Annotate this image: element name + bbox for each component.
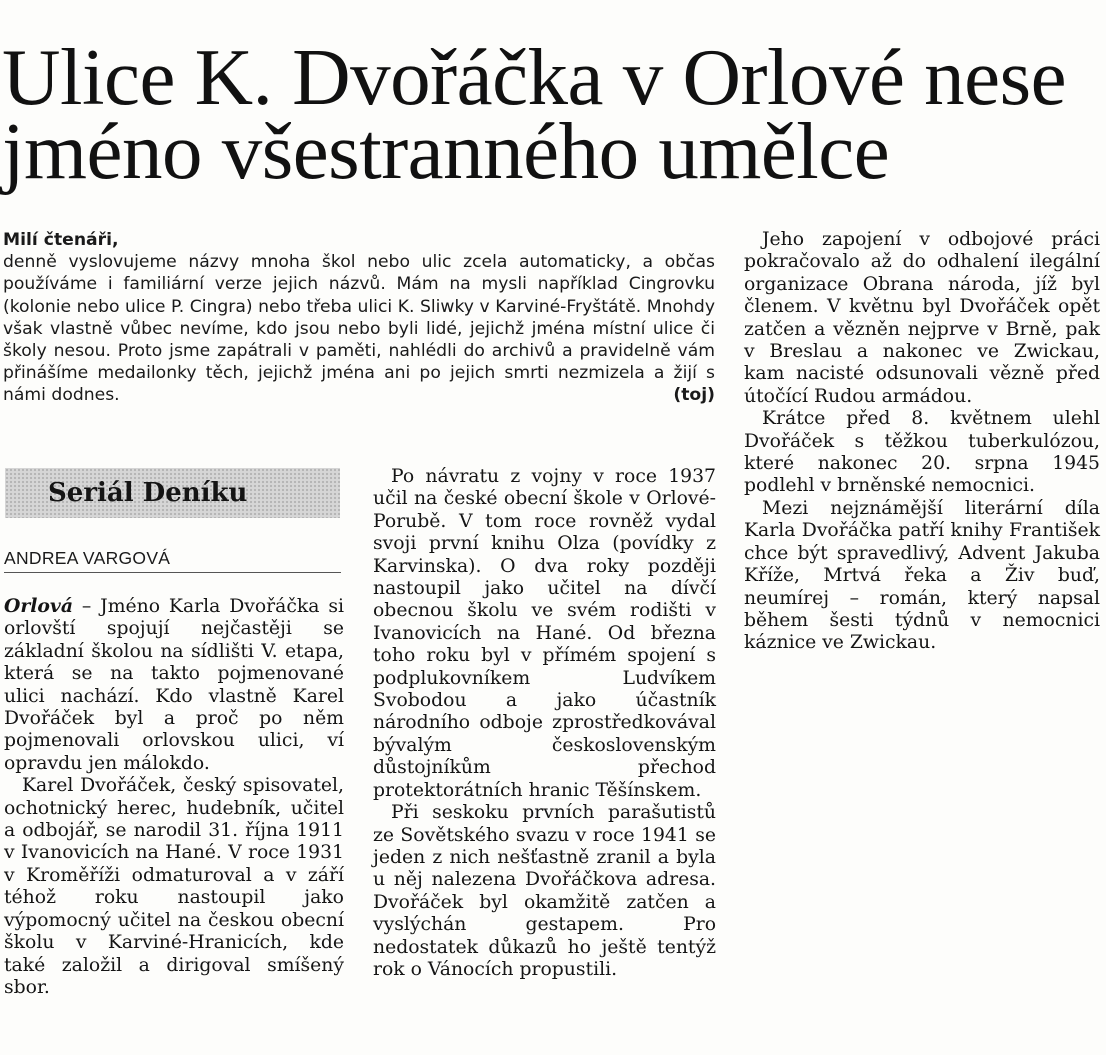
article-paragraph-1 bbox=[4, 595, 344, 775]
article-paragraph-6: Krátce před 8. květnem ulehl Dvořáček s těžkou tuberkulózou, které nakonec 20. srpna 1945 podlehl v brněnské nemocnici. bbox=[744, 408, 1100, 497]
article-paragraph-3: Po návratu z vojny v roce 1937 učil na české obecní škole v Orlové-Porubě. V tom roce rovněž vydal svoji první knihu Olza (povídky z Karvinska). O dva roky později nastoupil jako učitel na dívčí obecnou školu ve svém rodišti v Ivanovicích na Hané. Od března toho roku byl v přímém spojení s podplukovníkem Ludvíkem Svobodou a jako účastník národního odboje zprostředkovával bývalým československým důstojníkům přechod protektorátních hranic Těšínskem. bbox=[373, 466, 716, 801]
article-paragraph-4: Při seskoku prvních parašutistů ze Sovětského svazu v roce 1941 se jeden z nich nešťastně zranil a byla u něj nalezena Dvořáčkova adresa. Dvořáček byl okamžitě zatčen a vyslýchán gestapem. Pro nedostatek důkazů ho ještě tentýž rok o Vánocích propustili. bbox=[373, 802, 716, 980]
article-column-3 bbox=[744, 229, 1100, 655]
dateline: Orlová bbox=[4, 595, 73, 617]
paragraph-1-text: – Jméno Karla Dvořáčka si orlovští spojují nejčastěji se základní školou na sídlišti V. etapa, která se na takto pojmenované ulici nachází. Kdo vlastně Karel Dvořáček byl a proč po něm pojmenovali orlovskou ulici, ví opravdu jen málokdo. bbox=[4, 596, 344, 774]
intro-text bbox=[3, 251, 715, 406]
article-paragraph-5: Jeho zapojení v odbojové práci pokračovalo až do odhalení ilegální organizace Obrana národa, jíž byl členem. V květnu byl Dvořáček opět zatčen a vězněn nejprve v Brně, pak v Breslau a nakonec ve Zwickau, kam nacisté odsunovali vězně před útočící Rudou armádou. bbox=[744, 229, 1100, 407]
intro-text-body: denně vyslovujeme názvy mnoha škol nebo ulic zcela automaticky, a občas používáme i familiární verze jejich názvů. Mám na mysli například Cingrovku (kolonie nebo ulice P. Cingra) nebo třeba ulici K. Sliwky v Karviné-Fryštátě. Mnohdy však vlastně vůbec nevíme, kdo jsou nebo byli lidé, jejichž jména místní ulice či školy nesou. Proto jsme zapátrali v paměti, nahlédli do archivů a pravidelně vám přinášíme medailonky těch, jejichž jména ani po jejich smrti nezmizela a žijí s námi dodnes. bbox=[3, 252, 715, 406]
article-headline: Ulice K. Dvořáčka v Orlové nese jméno všestranného umělce bbox=[2, 32, 1067, 196]
article-column-2 bbox=[373, 466, 716, 981]
series-badge bbox=[5, 468, 340, 518]
article-paragraph-7: Mezi nejznámější literární díla Karla Dvořáčka patří knihy František chce být spravedlivý, Advent Jakuba Kříže, Mrtvá řeka a Živ buď, neumírej – román, který napsal během šesti týdnů v nemocnici káznice ve Zwickau. bbox=[744, 497, 1100, 654]
intro-greeting: Milí čtenáři, bbox=[3, 230, 119, 250]
article-paragraph-2: Karel Dvořáček, český spisovatel, ochotnický herec, hudebník, učitel a odbojář, se narodil 31. října 1911 v Ivanovicích na Hané. V roce 1931 v Kroměříži odmaturoval a v září téhož roku nastoupil jako výpomocný učitel na českou obecní školu v Karviné-Hranicích, kde také založil a dirigoval smíšený sbor. bbox=[4, 775, 344, 998]
author-byline: ANDREA VARGOVÁ bbox=[4, 548, 341, 573]
editor-intro-box bbox=[3, 229, 715, 407]
article-column-1 bbox=[4, 595, 344, 999]
intro-signature: (toj) bbox=[673, 385, 715, 406]
series-label: Seriál Deníku bbox=[48, 478, 248, 508]
